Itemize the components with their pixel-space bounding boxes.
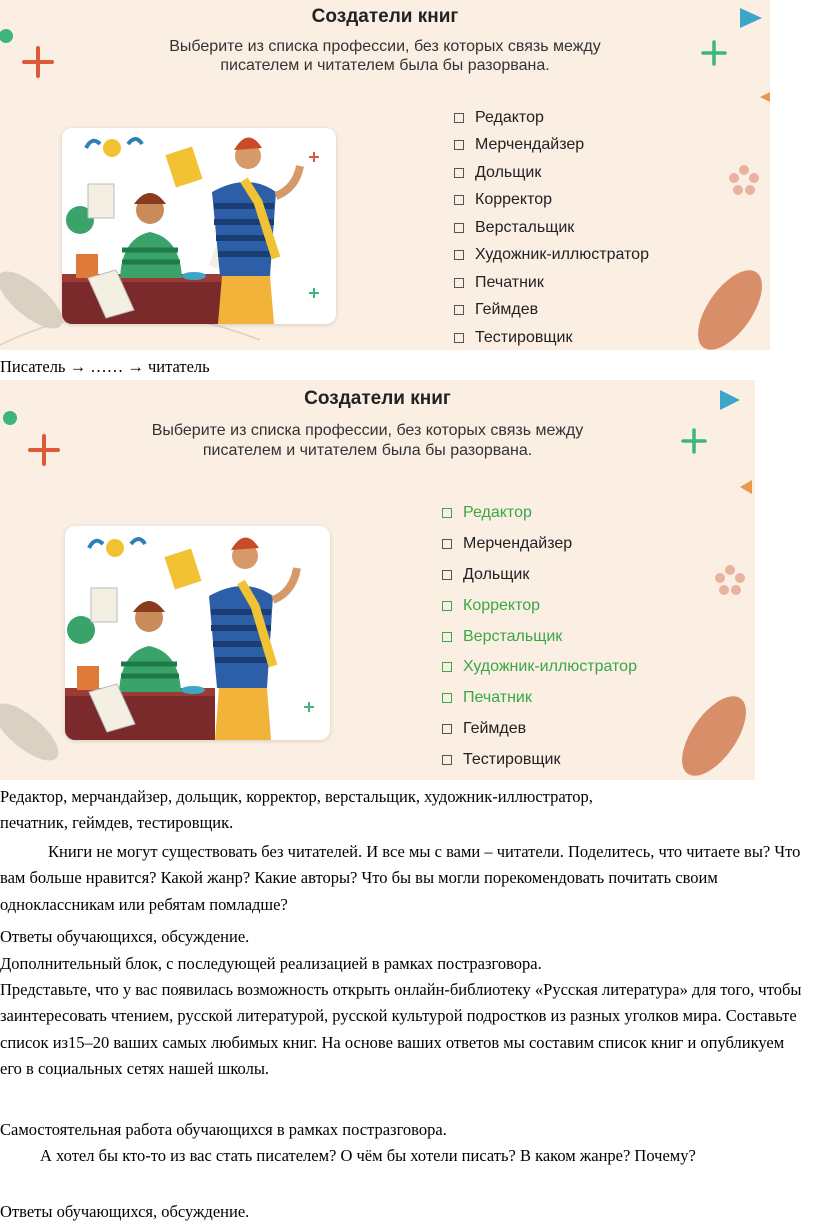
profession-option[interactable]: [454, 242, 649, 270]
writer-reader-illustration-icon: [62, 128, 336, 324]
profession-option-label: Верстальщик: [475, 218, 575, 236]
slide-subtitle-line-2: писателем и читателем была бы разорвана.: [220, 57, 550, 74]
checkbox-icon[interactable]: [454, 250, 464, 260]
illustration: [65, 526, 330, 740]
profession-answers-list: [442, 498, 637, 775]
slide-2-answers: [0, 380, 755, 780]
paragraph-independent-work: Самостоятельная работа обучающихся в рамках постразговора.: [0, 1120, 447, 1139]
profession-option-label: Корректор: [475, 191, 553, 209]
profession-option-label: Редактор: [475, 108, 544, 126]
profession-option[interactable]: [454, 104, 649, 132]
slide-subtitle-line-1: Выберите из списка профессии, без которых связь между: [151, 422, 584, 439]
checkbox-icon[interactable]: [454, 168, 464, 178]
checkbox-icon[interactable]: [442, 724, 452, 734]
checkbox-icon[interactable]: [454, 113, 464, 123]
slide-subtitle-line-2: писателем и читателем была бы разорвана.: [202, 442, 533, 459]
profession-option[interactable]: [442, 744, 637, 775]
profession-option-label: Редактор: [463, 504, 532, 522]
profession-option[interactable]: [454, 297, 649, 325]
profession-options-list: [454, 104, 649, 350]
slide-1: [0, 0, 770, 350]
profession-option[interactable]: [454, 187, 649, 215]
profession-option-label: Геймдев: [463, 719, 527, 737]
profession-option-label: Дольщик: [463, 565, 530, 583]
slide-title: Создатели книг: [311, 6, 459, 27]
profession-option[interactable]: [454, 324, 649, 350]
paragraph-online-library-task: Представьте, что у вас появилась возможность открыть онлайн-библиотеку «Русская литература» для того, чтобы заинтересовать чтением, русской литературой, русской культурой подростков из разных уголков мира. Составьте список из15–20 ваших самых любимых книг. На основе ваших ответов мы составим список книг и опубликуем его в социальных сетях нашей школы.: [0, 980, 802, 1079]
profession-option[interactable]: [454, 269, 649, 297]
profession-option-label: Мерчендайзер: [475, 136, 585, 154]
profession-option-label: Печатник: [463, 689, 532, 707]
profession-option[interactable]: [454, 132, 649, 160]
checkbox-icon[interactable]: [442, 662, 452, 672]
checkbox-icon[interactable]: [454, 195, 464, 205]
profession-option-label: Художник-иллюстратор: [475, 246, 649, 264]
checkbox-icon[interactable]: [454, 333, 464, 343]
profession-option-label: Тестировщик: [463, 750, 561, 768]
profession-option-label: Дольщик: [475, 163, 542, 181]
answer-line-1: Редактор, мерчандайзер, дольщик, корректор, верстальщик, художник-иллюстратор,: [0, 787, 593, 806]
profession-option-label: Геймдев: [475, 301, 539, 319]
checkbox-icon[interactable]: [442, 693, 452, 703]
profession-option[interactable]: [442, 529, 637, 560]
paragraph-answers-discussion: Ответы обучающихся, обсуждение.: [0, 927, 250, 946]
checkbox-icon[interactable]: [442, 539, 452, 549]
slide-title: Создатели книг: [304, 388, 451, 409]
profession-option-label: Корректор: [463, 596, 541, 614]
profession-option[interactable]: [442, 652, 637, 683]
profession-option[interactable]: [454, 214, 649, 242]
checkbox-icon[interactable]: [442, 570, 452, 580]
checkbox-icon[interactable]: [442, 632, 452, 642]
profession-option[interactable]: [454, 159, 649, 187]
paragraph-reading-question: Книги не могут существовать без читателей. И все мы с вами – читатели. Поделитесь, что читаете вы? Что вам больше нравится? Какой жанр? Какие авторы? Что бы вы могли порекомендовать почитать своим одноклассникам или ребятам помладше?: [0, 842, 801, 914]
checkbox-icon[interactable]: [454, 223, 464, 233]
writer-reader-illustration-icon: [65, 526, 330, 740]
profession-option[interactable]: [442, 498, 637, 529]
checkbox-icon[interactable]: [454, 305, 464, 315]
paragraph-writer-question: А хотел бы кто-то из вас стать писателем? О чём бы хотели писать? В каком жанре? Почему?: [40, 1146, 696, 1165]
checkbox-icon[interactable]: [454, 140, 464, 150]
profession-option-label: Верстальщик: [463, 627, 563, 645]
checkbox-icon[interactable]: [454, 278, 464, 288]
profession-option[interactable]: [442, 560, 637, 591]
checkbox-icon[interactable]: [442, 755, 452, 765]
checkbox-icon[interactable]: [442, 508, 452, 518]
chain-text: Писатель → …… → читатель: [0, 357, 210, 376]
answer-line-2: печатник, геймдев, тестировщик.: [0, 813, 234, 832]
profession-option-label: Мерчендайзер: [463, 535, 573, 553]
profession-option[interactable]: [442, 621, 637, 652]
profession-option[interactable]: [442, 590, 637, 621]
profession-option-label: Художник-иллюстратор: [463, 658, 637, 676]
profession-option-label: Печатник: [475, 273, 544, 291]
illustration: [62, 128, 336, 324]
profession-option[interactable]: [442, 714, 637, 745]
profession-option-label: Тестировщик: [475, 328, 573, 346]
paragraph-answers-discussion-2: Ответы обучающихся, обсуждение.: [0, 1202, 250, 1221]
profession-option[interactable]: [442, 683, 637, 714]
slide-subtitle-line-1: Выберите из списка профессии, без которых связь между: [169, 38, 601, 55]
checkbox-icon[interactable]: [442, 601, 452, 611]
paragraph-additional-block: Дополнительный блок, с последующей реализацией в рамках постразговора.: [0, 954, 542, 973]
